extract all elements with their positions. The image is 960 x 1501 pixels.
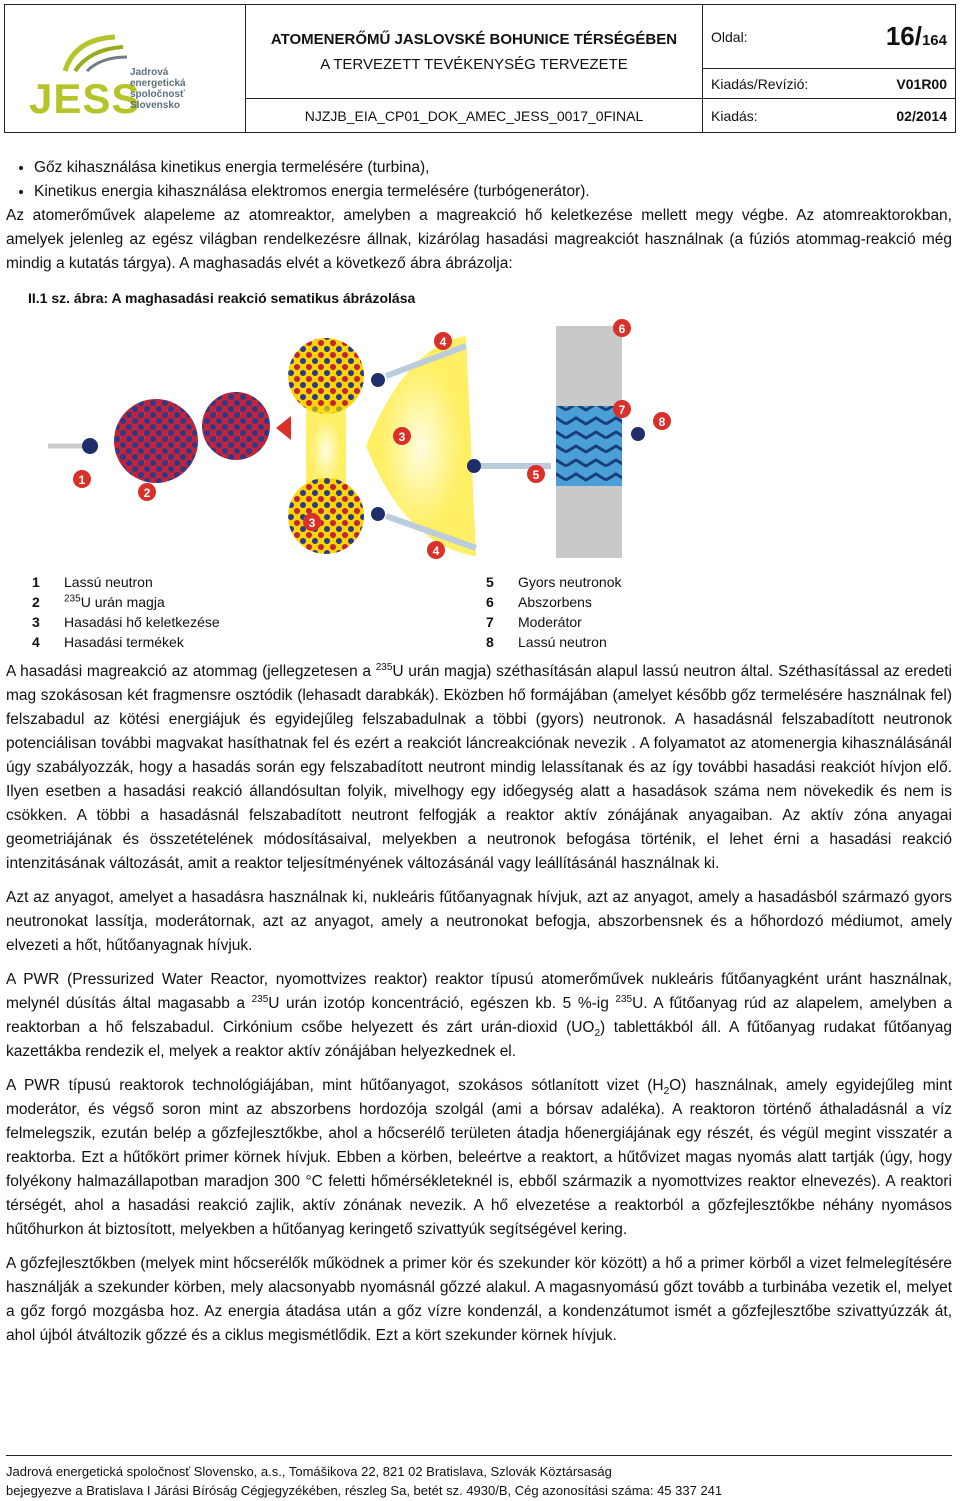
slow-neutron <box>82 438 98 454</box>
marker-6 <box>613 319 631 337</box>
paragraph: A hasadási magreakció az atommag (jellegzetesen a $^{235}$U urán magja) széthasításán alapul lassú neutron által. Széthasítással az eredeti mag szokásosan két fragmensre osztódik (lehasadt darabkák). Eközben hő formájában (amelyet később gőz termelésére használnak fel) felszabadul az kötési energiájuk és egyidejűleg felszabadulnak a többi (gyors) neutronok. A hasadásnál felszabadított neutronok potenciálisan további magvakat hasíthatnak fel és ezért a reakciót láncreakciónak nevezik . A folyamatot az atomenergia kihasználásánál úgy szabályozzák, hogy a hasadás során egy felszabadított neutront mindig lelassítanak és az így további hasadási reakciót hívjon elő. Ilyen esetben a hasadási reakció állandósultan folyik, mivelhogy egy időegység alatt a hasadások száma nem növekedik és nem is csökken. A többi a hasadásnál felszabadított neutront felfogják a reaktor aktív zónájának anyagaiban. Az aktív zóna anyagai geometriájának és összetételének módosításaival, melyekben a neutronok befogása történik, el lehet érni a hasadási reakció intenzitásának változását, amit a reaktor teljesítményének változásánál vagy leállításánál használnak ki. <box>6 661 952 872</box>
svg-text:3: 3 <box>398 430 406 444</box>
legend-item: 1 Lassú neutron <box>32 574 153 590</box>
uranium-nucleus <box>114 399 198 483</box>
marker-8 <box>653 412 671 430</box>
paragraph: A PWR (Pressurized Water Reactor, nyomottvizes reaktor) reaktor típusú atomerőművek nukleáris fűtőanyagként uránt használnak, melynél dúsítás által magasabb a $^{235}$U urán izotóp koncentráció, egészen kb. 5 %-ig $^{235}$U. A fűtőanyag rúd az alapelem, amelyben a reaktorban a hő felszabadul. Cirkónium csőbe helyezett és zárt urán-dioxid $(UO_2)$ tablettákból áll. A fűtőanyag rudakat fűtőanyag kazettákba rendezik el, melyek a reaktor aktív zónájában helyezkednek el. <box>6 971 952 1060</box>
body-text <box>6 660 952 1348</box>
footer-registration: bejegyezve a Bratislava I Járási Bíróság Cégjegyzékében, részleg Sa, betét sz. 4930/B, Cég azonosítási száma: 45 337 241 <box>6 1483 723 1498</box>
moderator-block <box>556 406 622 486</box>
svg-text:7: 7 <box>618 403 626 417</box>
marker-3-bottom <box>303 513 321 531</box>
marker-4-top <box>434 332 452 350</box>
paragraph: Azt az anyagot, amelyet a hasadásra használnak ki, nukleáris fűtőanyagnak hívjuk, azt az anyagot, amely a hasadásból származó gyors neutronokat lassítja, moderátornak, azt az anyagot, amely a neutronokat befogja, abszorbensnek és a hőhordozó médiumot, amely elvezeti a hőt, hűtőanyagnak hívjuk. <box>6 889 952 954</box>
legend-item: 3 Hasadási hő keletkezése <box>32 614 220 630</box>
legend-item: 7 Moderátor <box>486 614 582 630</box>
fast-neutron <box>371 373 385 387</box>
revision-value: V01R00 <box>839 69 956 99</box>
svg-text:6: 6 <box>618 322 626 336</box>
fission-figure <box>6 316 952 566</box>
marker-3-top <box>393 427 411 445</box>
svg-text:3: 3 <box>308 516 316 530</box>
document-subtitle: A TERVEZETT TEVÉKENYSÉG TERVEZETE <box>320 55 628 73</box>
page-label: Oldal: <box>703 5 840 69</box>
fission-diagram <box>6 316 952 566</box>
fast-neutron <box>371 507 385 521</box>
document-code: NJZJB_EIA_CP01_DOK_AMEC_JESS_0017_0FINAL <box>246 99 703 133</box>
legend-right <box>486 572 786 652</box>
list-item: • Kinetikus energia kihasználása elektromos energia termelésére (turbógenerátor). <box>34 180 952 204</box>
page-header <box>4 4 956 132</box>
page-footer <box>6 1455 952 1500</box>
legend-item: 4 Hasadási termékek <box>32 634 184 650</box>
logo-wordmark: JESS <box>29 74 141 122</box>
uranium-nucleus-excited <box>202 392 270 460</box>
slow-neutron <box>631 427 645 441</box>
legend-item: 5 Gyors neutronok <box>486 574 622 590</box>
arrow-icon <box>276 416 291 440</box>
absorber-block <box>556 326 622 406</box>
paragraph: A gőzfejlesztőkben (melyek mint hőcserélők működnek a primer kör és szekunder kör között) a hő a primer körből a vizet felmelegítésére használják a szekunder körben, mely alacsonyabb nyomásnál gőzzé alakul. A magasnyomású gőzt tovább a turbinába vezetik el, melyet a gőz forgó mozgásba hoz. Az energia átadása után a gőz vízre kondenzál, a kondenzátumot ismét a gőzfejlesztőbe szivattyúzzák át, ahol újból átváltozik gőzzé és a ciklus megismétlődik. Ezt a kört szekunder körnek hívjuk. <box>6 1255 952 1344</box>
issue-value: 02/2014 <box>839 99 956 133</box>
fission-fragment <box>288 478 364 554</box>
revision-label: Kiadás/Revízió: <box>703 69 840 99</box>
figure-caption: II.1 sz. ábra: A maghasadási reakció sematikus ábrázolása <box>28 290 416 306</box>
footer-address: Jadrová energetická spoločnosť Slovensko, a.s., Tomášikova 22, 821 02 Bratislava, Szlovák Köztársaság <box>6 1464 612 1479</box>
svg-text:8: 8 <box>658 415 666 429</box>
svg-text:4: 4 <box>439 335 447 349</box>
svg-text:2: 2 <box>143 486 151 500</box>
marker-7 <box>613 400 631 418</box>
fission-fragment <box>288 338 364 414</box>
logo-subtitle: Jadrová energetická spoločnosť Slovensko <box>130 66 186 111</box>
legend-item: 8 Lassú neutron <box>486 634 607 650</box>
legend-left <box>32 572 332 652</box>
page-number: 16/164 <box>839 5 956 69</box>
fast-neutron <box>467 459 481 473</box>
marker-5 <box>527 465 545 483</box>
list-item: • Gőz kihasználása kinetikus energia termelésére (turbina), <box>34 156 952 180</box>
svg-text:4: 4 <box>432 544 440 558</box>
marker-2 <box>138 483 156 501</box>
header-titles <box>246 5 703 99</box>
bullet-list <box>6 156 952 204</box>
paragraph: A PWR típusú reaktorok technológiájában, mint hűtőanyagot, szokásos sótlanított vizet $(H_2O)$ használnak, amely egyidejűleg mint moderátor, és végső soron mint az abszorbens hordozója szolgál (ami a bórsav adaléka). A reaktoron történő áthaladásnál a víz felmelegszik, ezután belép a gőzfejlesztőkbe, ahol a hőcserélő területen átadja hőenergiájának egy részét, és végül megint visszatér a reaktorba. Ezt a hűtőkört primer körnek hívjuk. Ebben a körben, beleértve a reaktort, a hűtővizet magas nyomás alatt tartják (úgy, hogy folyékony halmazállapotban maradjon 300 °C feletti hőmérsékleteknél is, ebből származik a nyomottvizes reaktor elnevezés). A reaktori térségét, ahol a hasadási reakció zajlik, aktív zónának nevezik. A hő elvezetése a reaktorból a gőzfejlesztőkbe néhány nyomásos hűtőhurkon át biztosított, melyekben a hűtőanyag keringető szivattyúk segítségével kering. <box>6 1077 952 1238</box>
marker-4-bottom <box>427 541 445 559</box>
paragraph: Az atomerőművek alapeleme az atomreaktor, amelyben a magreakció hő keletkezése mellett megy végbe. Az atomreaktorokban, amelyek jelenleg az egész világban rendelkezésre állnak, kizárólag hasadási magreakciót használnak (a fúziós atommag-reakció még mindig a kutatás tárgya). A maghasadás elvét a következő ábra ábrázolja: <box>6 207 952 272</box>
jess-logo <box>5 9 245 129</box>
svg-text:1: 1 <box>78 473 86 487</box>
svg-text:5: 5 <box>532 468 540 482</box>
legend-item: 6 Abszorbens <box>486 594 592 610</box>
heat-release-glow <box>366 336 476 556</box>
marker-1 <box>73 470 91 488</box>
legend-item: 2 $^{235}$U urán magja <box>32 593 165 610</box>
absorber-block <box>556 486 622 558</box>
main-content <box>6 156 952 566</box>
issue-label: Kiadás: <box>703 99 840 133</box>
document-title: ATOMENERŐMŰ JASLOVSKÉ BOHUNICE TÉRSÉGÉBEN <box>270 30 678 48</box>
logo-cell <box>5 5 246 133</box>
